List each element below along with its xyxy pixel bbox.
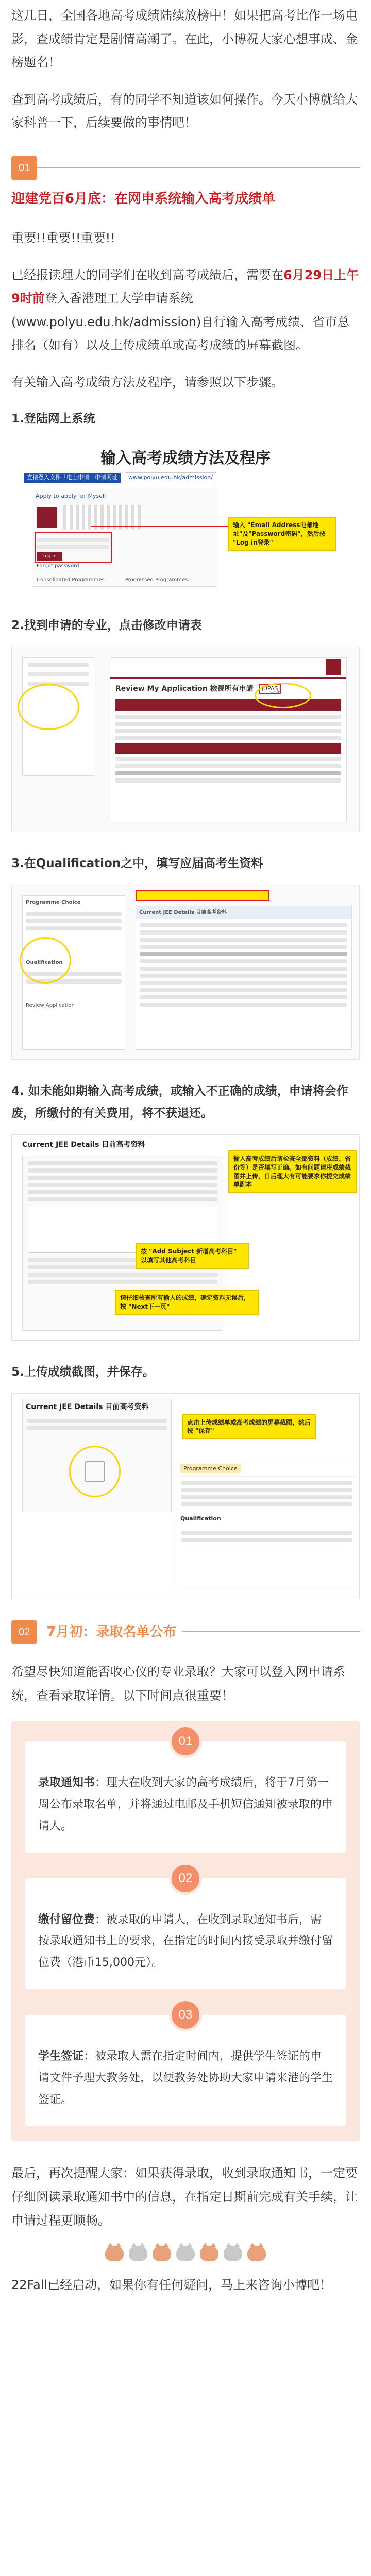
shot4-note-2: 按 "Add Subject 新增高考科目" 以填写其他高考科目	[136, 1243, 249, 1269]
cat-icon	[105, 2246, 124, 2261]
shot3-left-label: Qualification	[26, 959, 63, 965]
forgot-password-link[interactable]: Forgot password	[37, 563, 79, 569]
section-2-number: 02	[11, 1620, 37, 1644]
section-1-number: 01	[11, 156, 37, 180]
card-3-label: 学生签证	[38, 2050, 84, 2063]
shot2-sidebar-circle	[18, 684, 79, 730]
cat-icon	[200, 2246, 218, 2261]
section-2-header	[11, 1620, 360, 1645]
shot2-sidebar	[22, 657, 94, 776]
shot4-note-3: 请仔细核查所有输入的成绩，确定资料无误后，按 "Next下一页"	[115, 1290, 259, 1315]
section-2-paragraph-2: 最后，再次提醒大家：如果获得录取，收到录取通知书，一定要仔细阅读录取通知书中的信息，在指定日期前完成有关手续，让申请过程更顺畅。	[11, 2166, 358, 2228]
step-3-title: 3.在Qualification之中，填写应届高考生资料	[11, 856, 263, 870]
upload-icon[interactable]	[85, 1461, 105, 1482]
card-visa	[25, 2008, 346, 2126]
shot3-right-head: Current JEE Details 目前高考资料	[136, 906, 351, 919]
shot3-right-panel	[136, 906, 352, 1050]
section-1-paragraph-2: 有关输入高考成绩方法及程序，请参照以下步骤。	[11, 375, 283, 389]
card-1-number: 01	[169, 1725, 202, 1758]
footer-consolidated[interactable]: Consolidated Programmes	[37, 577, 105, 583]
shot3-left-panel	[22, 895, 125, 1050]
screenshot-review-application	[11, 647, 360, 832]
card-offer-letter	[25, 1734, 346, 1852]
shot2-title: Review My Application 檢視所有申請	[115, 684, 254, 693]
shot5-prog-head: Programme Choice	[180, 1464, 241, 1473]
footer-progressed[interactable]: Progressed Programmes	[125, 577, 188, 583]
intro-paragraph-2: 查到高考成绩后，有的同学不知道该如何操作。今天小博就给大家科普一下，后续要做的事情吧！	[11, 92, 358, 130]
step-5-title: 5.上传成绩截图，并保存。	[11, 1365, 155, 1379]
shot5-qual-head: Qualification	[180, 1515, 221, 1522]
shot2-edit-circle	[255, 683, 311, 708]
section-2-paragraph-1: 希望尽快知道能否收心仪的专业录取？大家可以登入网申请系统，查看录取详情。以下时间点很重要！	[11, 1665, 345, 1703]
shot3-left-head: Programme Choice	[26, 899, 81, 905]
shot3-left-sub: Review Application	[26, 1002, 75, 1008]
cat-icon	[129, 2246, 147, 2261]
timeline-cards	[11, 1721, 360, 2141]
card-2-number: 02	[169, 1862, 202, 1895]
shot1-url-label: 直接登入文件「电上申请」申请网址	[24, 473, 121, 482]
step-4-title: 4. 如未能如期输入高考成绩，或输入不正确的成绩，申请将会作废，所缴付的有关费用，将不获退还。	[11, 1084, 348, 1121]
card-2-text: ：被录取的申请人，在收到录取通知书后，需按录取通知书上的要求，在指定的时间内接受录取并缴付留位费（港币15,000元）。	[38, 1913, 333, 1970]
card-1-label: 录取通知书	[38, 1776, 95, 1790]
shot1-arrow	[91, 526, 228, 527]
section-1-header	[11, 156, 360, 209]
step-2-title: 2.找到申请的专业，点击修改申请表	[11, 619, 202, 633]
screenshot-qualification	[11, 885, 360, 1060]
shot5-form	[177, 1461, 357, 1589]
shot1-banner: 输入高考成绩方法及程序	[100, 449, 271, 468]
p1-text-a: 已经报读理大的同学们在收到高考成绩后，需要在	[11, 267, 283, 282]
shot2-main	[110, 657, 347, 822]
screenshot-upload	[11, 1393, 360, 1599]
card-3-text: ：被录取人需在指定时间内，提供学生签证的申请文件予理大教务处，以便教务处协助大家申请来港的学生签证。	[38, 2050, 333, 2106]
p1-text-b: 登入香港理工大学申请系统(www.polyu.edu.hk/admission)自行输入高考成绩、省市总排名（如有）以及上传成绩单或高考成绩的屏幕截图。	[11, 291, 350, 353]
screenshot-login	[11, 439, 360, 594]
cat-icon	[153, 2246, 171, 2261]
login-button[interactable]: Log in	[37, 552, 62, 561]
card-deposit	[25, 1871, 346, 1989]
card-2-label: 缴付留位费	[38, 1913, 95, 1926]
important-notice: 重要!!重要!!重要!!	[11, 230, 115, 245]
polyu-logo-2	[326, 659, 341, 675]
section-1-title: 迎建党百6月底：在网申系统输入高考成绩单	[11, 191, 276, 207]
shot4-note-1: 输入高考成绩后请检查全部资料（成绩、省份等）是否填写正确。如有问题请将成绩截图并上传，日后理大有可能要求你提交成绩单副本	[228, 1150, 357, 1193]
shot2-code: JUPAS	[259, 684, 281, 694]
section-2-title: 7月初：录取名单公布	[46, 1624, 177, 1640]
screenshot-enter-scores	[11, 1134, 360, 1341]
shot1-note: 输入 "Email Address电邮地址"及"Password密码"，然后按 "Log in登录"	[228, 517, 336, 551]
shot2-edit-link[interactable]: Edit	[270, 690, 280, 696]
cat-icon	[247, 2246, 266, 2261]
shot1-login-page	[32, 489, 217, 587]
deadline-highlight: 6月29日上午9时前	[11, 267, 359, 306]
shot5-note: 点击上传成绩单或高考成绩的屏幕截图，然后按 "保存"	[182, 1414, 316, 1440]
shot5-upload-panel	[22, 1399, 172, 1512]
step-1-title: 1.登陆网上系统	[11, 412, 95, 426]
card-1-text: ：理大在收到大家的高考成绩后，将于7月第一周公布录取名单，并将通过电邮及手机短信通知被录取的申请人。	[38, 1776, 333, 1833]
cat-icon	[176, 2246, 195, 2261]
shot4-head: Current JEE Details 目前高考资料	[22, 1140, 145, 1149]
polyu-logo	[37, 507, 57, 528]
shot1-url[interactable]: www.polyu.edu.hk/admission/	[125, 472, 216, 483]
section-2-badge	[11, 1620, 182, 1645]
shot1-apply-link[interactable]: Apply to apply for Myself	[36, 493, 106, 500]
outro-paragraph: 22Fall已经启动，如果你有任何疑问，马上来咨询小博吧！	[11, 2278, 332, 2293]
section-1-paragraph-1	[0, 264, 371, 358]
card-3-number: 03	[169, 1998, 202, 2031]
shot3-circle	[20, 937, 71, 984]
login-highlight-box	[35, 532, 112, 563]
shot5-head: Current JEE Details 目前高考资料	[26, 1402, 149, 1411]
cat-icon	[224, 2246, 242, 2261]
footer-decoration	[11, 2246, 360, 2261]
intro-paragraph-1: 这几日，全国各地高考成绩陆续放榜中！如果把高考比作一场电影，查成绩肯定是剧情高潮了。在此，小博祝大家心想事成、金榜题名！	[11, 8, 358, 70]
